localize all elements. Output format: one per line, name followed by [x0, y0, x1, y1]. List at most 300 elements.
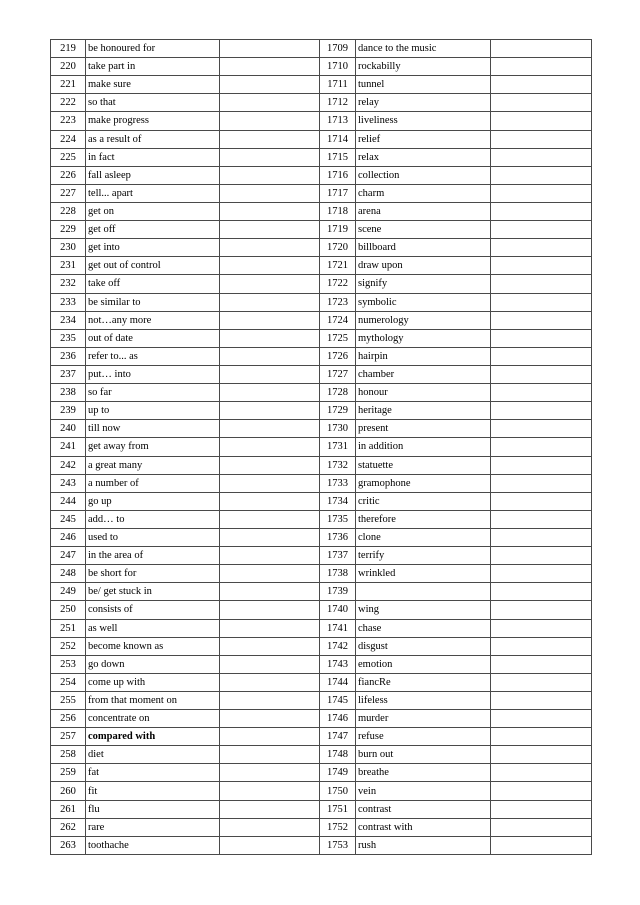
right-answer-cell [491, 710, 592, 728]
right-answer-cell [491, 655, 592, 673]
left-phrase-cell: go up [86, 492, 220, 510]
left-phrase-cell: get into [86, 239, 220, 257]
right-number-cell: 1728 [320, 384, 356, 402]
right-word-cell: contrast [356, 800, 491, 818]
right-word-cell: disgust [356, 637, 491, 655]
right-number-cell: 1711 [320, 76, 356, 94]
right-number-cell: 1718 [320, 202, 356, 220]
left-number-cell: 243 [51, 474, 86, 492]
table-row [51, 58, 592, 76]
left-number-cell: 263 [51, 836, 86, 854]
left-phrase-cell: be honoured for [86, 40, 220, 58]
right-word-cell: signify [356, 275, 491, 293]
right-number-cell: 1717 [320, 184, 356, 202]
right-number-cell: 1721 [320, 257, 356, 275]
left-answer-cell [220, 746, 320, 764]
table-row [51, 782, 592, 800]
right-answer-cell [491, 836, 592, 854]
table-row [51, 456, 592, 474]
left-phrase-cell: be/ get stuck in [86, 583, 220, 601]
left-answer-cell [220, 402, 320, 420]
left-answer-cell [220, 293, 320, 311]
left-answer-cell [220, 510, 320, 528]
right-number-cell: 1748 [320, 746, 356, 764]
right-word-cell: refuse [356, 728, 491, 746]
left-phrase-cell: in the area of [86, 547, 220, 565]
table-row [51, 311, 592, 329]
table-row [51, 202, 592, 220]
left-phrase-cell: diet [86, 746, 220, 764]
right-word-cell: symbolic [356, 293, 491, 311]
left-answer-cell [220, 76, 320, 94]
left-phrase-cell: used to [86, 528, 220, 546]
right-word-cell: relief [356, 130, 491, 148]
right-answer-cell [491, 547, 592, 565]
left-answer-cell [220, 239, 320, 257]
right-number-cell: 1713 [320, 112, 356, 130]
right-word-cell: honour [356, 384, 491, 402]
table-row [51, 221, 592, 239]
right-word-cell: in addition [356, 438, 491, 456]
right-word-cell: fiancRe [356, 673, 491, 691]
right-answer-cell [491, 800, 592, 818]
left-phrase-cell: take off [86, 275, 220, 293]
table-row [51, 239, 592, 257]
left-answer-cell [220, 58, 320, 76]
right-number-cell: 1747 [320, 728, 356, 746]
left-phrase-cell: fit [86, 782, 220, 800]
right-word-cell: chase [356, 619, 491, 637]
left-phrase-cell: as well [86, 619, 220, 637]
table-row [51, 184, 592, 202]
right-answer-cell [491, 76, 592, 94]
left-answer-cell [220, 311, 320, 329]
right-word-cell: collection [356, 166, 491, 184]
right-number-cell: 1742 [320, 637, 356, 655]
right-answer-cell [491, 40, 592, 58]
left-answer-cell [220, 384, 320, 402]
left-answer-cell [220, 655, 320, 673]
left-number-cell: 227 [51, 184, 86, 202]
table-row [51, 402, 592, 420]
left-number-cell: 234 [51, 311, 86, 329]
left-phrase-cell: so far [86, 384, 220, 402]
left-answer-cell [220, 202, 320, 220]
left-number-cell: 240 [51, 420, 86, 438]
left-answer-cell [220, 547, 320, 565]
left-number-cell: 245 [51, 510, 86, 528]
right-word-cell: hairpin [356, 347, 491, 365]
right-number-cell: 1725 [320, 329, 356, 347]
right-number-cell: 1753 [320, 836, 356, 854]
table-row [51, 492, 592, 510]
left-phrase-cell: take part in [86, 58, 220, 76]
right-word-cell: wing [356, 601, 491, 619]
right-answer-cell [491, 148, 592, 166]
left-number-cell: 233 [51, 293, 86, 311]
left-answer-cell [220, 112, 320, 130]
table-row [51, 166, 592, 184]
right-number-cell: 1727 [320, 365, 356, 383]
left-number-cell: 246 [51, 528, 86, 546]
right-answer-cell [491, 365, 592, 383]
right-number-cell: 1732 [320, 456, 356, 474]
right-answer-cell [491, 619, 592, 637]
left-phrase-cell: a number of [86, 474, 220, 492]
right-answer-cell [491, 528, 592, 546]
right-word-cell: murder [356, 710, 491, 728]
right-number-cell: 1712 [320, 94, 356, 112]
left-phrase-cell: go down [86, 655, 220, 673]
right-answer-cell [491, 347, 592, 365]
right-word-cell [356, 583, 491, 601]
left-phrase-cell: from that moment on [86, 691, 220, 709]
left-number-cell: 225 [51, 148, 86, 166]
table-row [51, 601, 592, 619]
right-word-cell: statuette [356, 456, 491, 474]
left-phrase-cell: up to [86, 402, 220, 420]
table-row [51, 257, 592, 275]
left-number-cell: 237 [51, 365, 86, 383]
right-number-cell: 1714 [320, 130, 356, 148]
left-answer-cell [220, 492, 320, 510]
right-word-cell: wrinkled [356, 565, 491, 583]
table-row [51, 746, 592, 764]
left-number-cell: 244 [51, 492, 86, 510]
right-word-cell: tunnel [356, 76, 491, 94]
right-answer-cell [491, 583, 592, 601]
left-phrase-cell: out of date [86, 329, 220, 347]
right-word-cell: numerology [356, 311, 491, 329]
right-answer-cell [491, 275, 592, 293]
right-answer-cell [491, 202, 592, 220]
vocabulary-table [50, 39, 592, 855]
right-word-cell: mythology [356, 329, 491, 347]
left-answer-cell [220, 221, 320, 239]
left-number-cell: 222 [51, 94, 86, 112]
left-answer-cell [220, 329, 320, 347]
left-phrase-cell: get on [86, 202, 220, 220]
right-number-cell: 1729 [320, 402, 356, 420]
table-row [51, 619, 592, 637]
right-word-cell: present [356, 420, 491, 438]
left-number-cell: 235 [51, 329, 86, 347]
left-number-cell: 258 [51, 746, 86, 764]
right-word-cell: relax [356, 148, 491, 166]
left-number-cell: 248 [51, 565, 86, 583]
left-number-cell: 249 [51, 583, 86, 601]
left-answer-cell [220, 365, 320, 383]
right-answer-cell [491, 402, 592, 420]
table-row [51, 836, 592, 854]
left-answer-cell [220, 601, 320, 619]
right-answer-cell [491, 510, 592, 528]
left-answer-cell [220, 94, 320, 112]
table-row [51, 438, 592, 456]
left-answer-cell [220, 673, 320, 691]
left-number-cell: 254 [51, 673, 86, 691]
table-row [51, 673, 592, 691]
right-number-cell: 1735 [320, 510, 356, 528]
right-answer-cell [491, 420, 592, 438]
left-answer-cell [220, 836, 320, 854]
right-number-cell: 1744 [320, 673, 356, 691]
left-phrase-cell: be short for [86, 565, 220, 583]
right-answer-cell [491, 818, 592, 836]
right-number-cell: 1741 [320, 619, 356, 637]
right-answer-cell [491, 58, 592, 76]
table-row [51, 655, 592, 673]
right-number-cell: 1719 [320, 221, 356, 239]
left-phrase-cell: concentrate on [86, 710, 220, 728]
right-number-cell: 1749 [320, 764, 356, 782]
table-row [51, 40, 592, 58]
right-number-cell: 1715 [320, 148, 356, 166]
table-row [51, 148, 592, 166]
left-answer-cell [220, 166, 320, 184]
left-phrase-cell: come up with [86, 673, 220, 691]
table-row [51, 547, 592, 565]
left-number-cell: 256 [51, 710, 86, 728]
table-row [51, 710, 592, 728]
left-phrase-cell: in fact [86, 148, 220, 166]
right-word-cell: terrify [356, 547, 491, 565]
left-number-cell: 223 [51, 112, 86, 130]
table-row [51, 728, 592, 746]
left-number-cell: 220 [51, 58, 86, 76]
left-answer-cell [220, 184, 320, 202]
right-answer-cell [491, 456, 592, 474]
right-number-cell: 1737 [320, 547, 356, 565]
right-number-cell: 1752 [320, 818, 356, 836]
left-answer-cell [220, 710, 320, 728]
left-answer-cell [220, 456, 320, 474]
left-number-cell: 255 [51, 691, 86, 709]
table-row [51, 764, 592, 782]
left-phrase-cell: make sure [86, 76, 220, 94]
table-row [51, 565, 592, 583]
right-number-cell: 1723 [320, 293, 356, 311]
table-row [51, 112, 592, 130]
vocabulary-table-body [51, 40, 592, 855]
left-number-cell: 250 [51, 601, 86, 619]
table-row [51, 420, 592, 438]
left-answer-cell [220, 565, 320, 583]
left-phrase-cell: put… into [86, 365, 220, 383]
left-answer-cell [220, 619, 320, 637]
left-number-cell: 252 [51, 637, 86, 655]
left-phrase-cell: make progress [86, 112, 220, 130]
right-answer-cell [491, 384, 592, 402]
left-phrase-cell: a great many [86, 456, 220, 474]
left-phrase-cell: flu [86, 800, 220, 818]
left-answer-cell [220, 420, 320, 438]
left-answer-cell [220, 130, 320, 148]
right-number-cell: 1740 [320, 601, 356, 619]
right-number-cell: 1709 [320, 40, 356, 58]
left-answer-cell [220, 818, 320, 836]
right-number-cell: 1733 [320, 474, 356, 492]
table-row [51, 510, 592, 528]
left-number-cell: 247 [51, 547, 86, 565]
left-number-cell: 236 [51, 347, 86, 365]
left-answer-cell [220, 148, 320, 166]
right-word-cell: charm [356, 184, 491, 202]
right-answer-cell [491, 221, 592, 239]
left-number-cell: 257 [51, 728, 86, 746]
right-word-cell: rush [356, 836, 491, 854]
left-answer-cell [220, 257, 320, 275]
right-answer-cell [491, 764, 592, 782]
left-phrase-cell: get off [86, 221, 220, 239]
right-number-cell: 1736 [320, 528, 356, 546]
left-phrase-cell: get out of control [86, 257, 220, 275]
left-number-cell: 238 [51, 384, 86, 402]
left-number-cell: 239 [51, 402, 86, 420]
left-number-cell: 241 [51, 438, 86, 456]
right-answer-cell [491, 293, 592, 311]
right-number-cell: 1734 [320, 492, 356, 510]
right-answer-cell [491, 691, 592, 709]
right-answer-cell [491, 438, 592, 456]
table-row [51, 637, 592, 655]
left-phrase-cell: refer to... as [86, 347, 220, 365]
table-row [51, 347, 592, 365]
table-row [51, 800, 592, 818]
right-number-cell: 1722 [320, 275, 356, 293]
left-phrase-cell: be similar to [86, 293, 220, 311]
right-number-cell: 1746 [320, 710, 356, 728]
left-number-cell: 226 [51, 166, 86, 184]
right-word-cell: liveliness [356, 112, 491, 130]
right-answer-cell [491, 130, 592, 148]
right-word-cell: rockabilly [356, 58, 491, 76]
right-word-cell: scene [356, 221, 491, 239]
right-word-cell: draw upon [356, 257, 491, 275]
left-number-cell: 230 [51, 239, 86, 257]
right-number-cell: 1724 [320, 311, 356, 329]
left-number-cell: 262 [51, 818, 86, 836]
left-number-cell: 229 [51, 221, 86, 239]
right-answer-cell [491, 746, 592, 764]
right-word-cell: clone [356, 528, 491, 546]
left-answer-cell [220, 728, 320, 746]
right-word-cell: contrast with [356, 818, 491, 836]
table-row [51, 130, 592, 148]
left-number-cell: 253 [51, 655, 86, 673]
left-number-cell: 251 [51, 619, 86, 637]
right-number-cell: 1730 [320, 420, 356, 438]
left-phrase-cell: get away from [86, 438, 220, 456]
right-answer-cell [491, 311, 592, 329]
right-answer-cell [491, 166, 592, 184]
left-number-cell: 261 [51, 800, 86, 818]
table-row [51, 818, 592, 836]
right-answer-cell [491, 112, 592, 130]
left-answer-cell [220, 800, 320, 818]
right-number-cell: 1751 [320, 800, 356, 818]
table-row [51, 583, 592, 601]
right-answer-cell [491, 492, 592, 510]
right-word-cell: therefore [356, 510, 491, 528]
left-phrase-cell: compared with [86, 728, 220, 746]
left-number-cell: 242 [51, 456, 86, 474]
table-row [51, 528, 592, 546]
left-number-cell: 232 [51, 275, 86, 293]
left-answer-cell [220, 637, 320, 655]
right-number-cell: 1716 [320, 166, 356, 184]
right-word-cell: billboard [356, 239, 491, 257]
right-answer-cell [491, 184, 592, 202]
table-row [51, 329, 592, 347]
right-answer-cell [491, 565, 592, 583]
table-row [51, 76, 592, 94]
right-word-cell: dance to the music [356, 40, 491, 58]
table-row [51, 365, 592, 383]
left-number-cell: 259 [51, 764, 86, 782]
right-answer-cell [491, 782, 592, 800]
right-number-cell: 1743 [320, 655, 356, 673]
left-answer-cell [220, 782, 320, 800]
right-word-cell: arena [356, 202, 491, 220]
right-word-cell: breathe [356, 764, 491, 782]
left-answer-cell [220, 347, 320, 365]
right-number-cell: 1739 [320, 583, 356, 601]
right-answer-cell [491, 673, 592, 691]
table-row [51, 94, 592, 112]
left-answer-cell [220, 528, 320, 546]
table-row [51, 691, 592, 709]
right-answer-cell [491, 257, 592, 275]
right-number-cell: 1731 [320, 438, 356, 456]
table-row [51, 384, 592, 402]
left-phrase-cell: add… to [86, 510, 220, 528]
left-number-cell: 224 [51, 130, 86, 148]
right-number-cell: 1750 [320, 782, 356, 800]
left-number-cell: 221 [51, 76, 86, 94]
right-word-cell: chamber [356, 365, 491, 383]
right-word-cell: heritage [356, 402, 491, 420]
left-answer-cell [220, 691, 320, 709]
table-row [51, 275, 592, 293]
right-answer-cell [491, 728, 592, 746]
left-phrase-cell: rare [86, 818, 220, 836]
right-answer-cell [491, 329, 592, 347]
table-row [51, 293, 592, 311]
right-number-cell: 1720 [320, 239, 356, 257]
table-row [51, 474, 592, 492]
left-answer-cell [220, 583, 320, 601]
left-phrase-cell: tell... apart [86, 184, 220, 202]
right-answer-cell [491, 239, 592, 257]
left-number-cell: 260 [51, 782, 86, 800]
left-number-cell: 231 [51, 257, 86, 275]
left-phrase-cell: as a result of [86, 130, 220, 148]
right-word-cell: relay [356, 94, 491, 112]
left-phrase-cell: till now [86, 420, 220, 438]
left-phrase-cell: fat [86, 764, 220, 782]
right-number-cell: 1738 [320, 565, 356, 583]
left-answer-cell [220, 474, 320, 492]
right-word-cell: burn out [356, 746, 491, 764]
right-answer-cell [491, 601, 592, 619]
left-phrase-cell: become known as [86, 637, 220, 655]
left-answer-cell [220, 275, 320, 293]
left-answer-cell [220, 764, 320, 782]
right-word-cell: vein [356, 782, 491, 800]
left-number-cell: 228 [51, 202, 86, 220]
left-phrase-cell: so that [86, 94, 220, 112]
